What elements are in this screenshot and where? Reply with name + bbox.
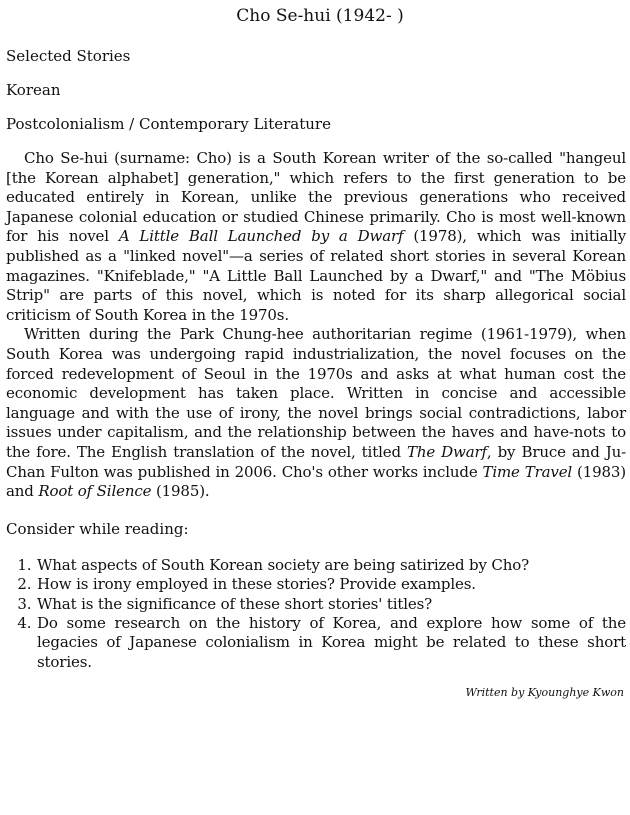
context-paragraph — [6, 325, 626, 501]
translation-title: The Dwarf — [406, 442, 487, 461]
collection-label: Selected Stories — [6, 47, 131, 65]
other-work-title-1: Time Travel — [482, 462, 573, 481]
consider-heading: Consider while reading: — [6, 519, 189, 538]
question-item: 2. How is irony employed in these stories? Provide examples. — [36, 575, 626, 594]
intro-text-part-2: (1978), which was initially published as a "linked novel"—a series of related short stories in several Korean magazines. "Knifeblade," "A Little Ball Launched by a Dwarf," and "The Möbius Strip" are parts of this novel, which is noted for its sharp allegorical social criticism of South Korea in the 1970s. — [6, 227, 627, 324]
question-list — [6, 556, 626, 672]
question-item: 4. Do some research on the history of Korea, and explore how some of the legacies of Japanese colonialism in Korea might be related to these short stories. — [36, 614, 626, 672]
intro-paragraph — [6, 149, 626, 325]
context-text-part-4: (1985). — [151, 482, 210, 501]
language-label: Korean — [6, 81, 61, 99]
genre-label: Postcolonialism / Contemporary Literature — [6, 115, 331, 133]
page-title: Cho Se-hui (1942- ) — [236, 6, 404, 26]
intro-text-part-1: Cho Se-hui (surname: Cho) is a South Korean writer of the so-called "hangeul [the Korean alphabet] generation," which refers to the first generation to be educated entirely in Korean, unlike the previous generations who received Japanese colonial education or studied Chinese primarily. Cho is most well-known for his novel — [6, 149, 626, 246]
question-item: 1. What aspects of South Korean society are being satirized by Cho? — [36, 556, 626, 575]
context-text-part-3: (1983) and — [6, 462, 626, 501]
question-item: 3. What is the significance of these short stories' titles? — [36, 595, 626, 614]
other-work-title-2: Root of Silence — [38, 482, 152, 501]
author-credit: Written by Kyounghye Kwon — [465, 686, 624, 700]
novel-title: A Little Ball Launched by a Dwarf — [118, 227, 404, 246]
document-page — [6, 0, 626, 699]
context-text-part-2: , by Bruce and Ju-Chan Fulton was published in 2006. Cho's other works include — [6, 442, 626, 481]
context-text-part-1: Written during the Park Chung-hee authoritarian regime (1961-1979), when South Korea was undergoing rapid industrialization, the novel focuses on the forced redevelopment of Seoul in the 1970s and asks at what human cost the economic development has taken place. Written in concise and accessible language and with the use of irony, the novel brings social contradictions, labor issues under capitalism, and the relationship between the haves and have-nots to the fore. The English translation of the novel, titled — [6, 325, 626, 461]
